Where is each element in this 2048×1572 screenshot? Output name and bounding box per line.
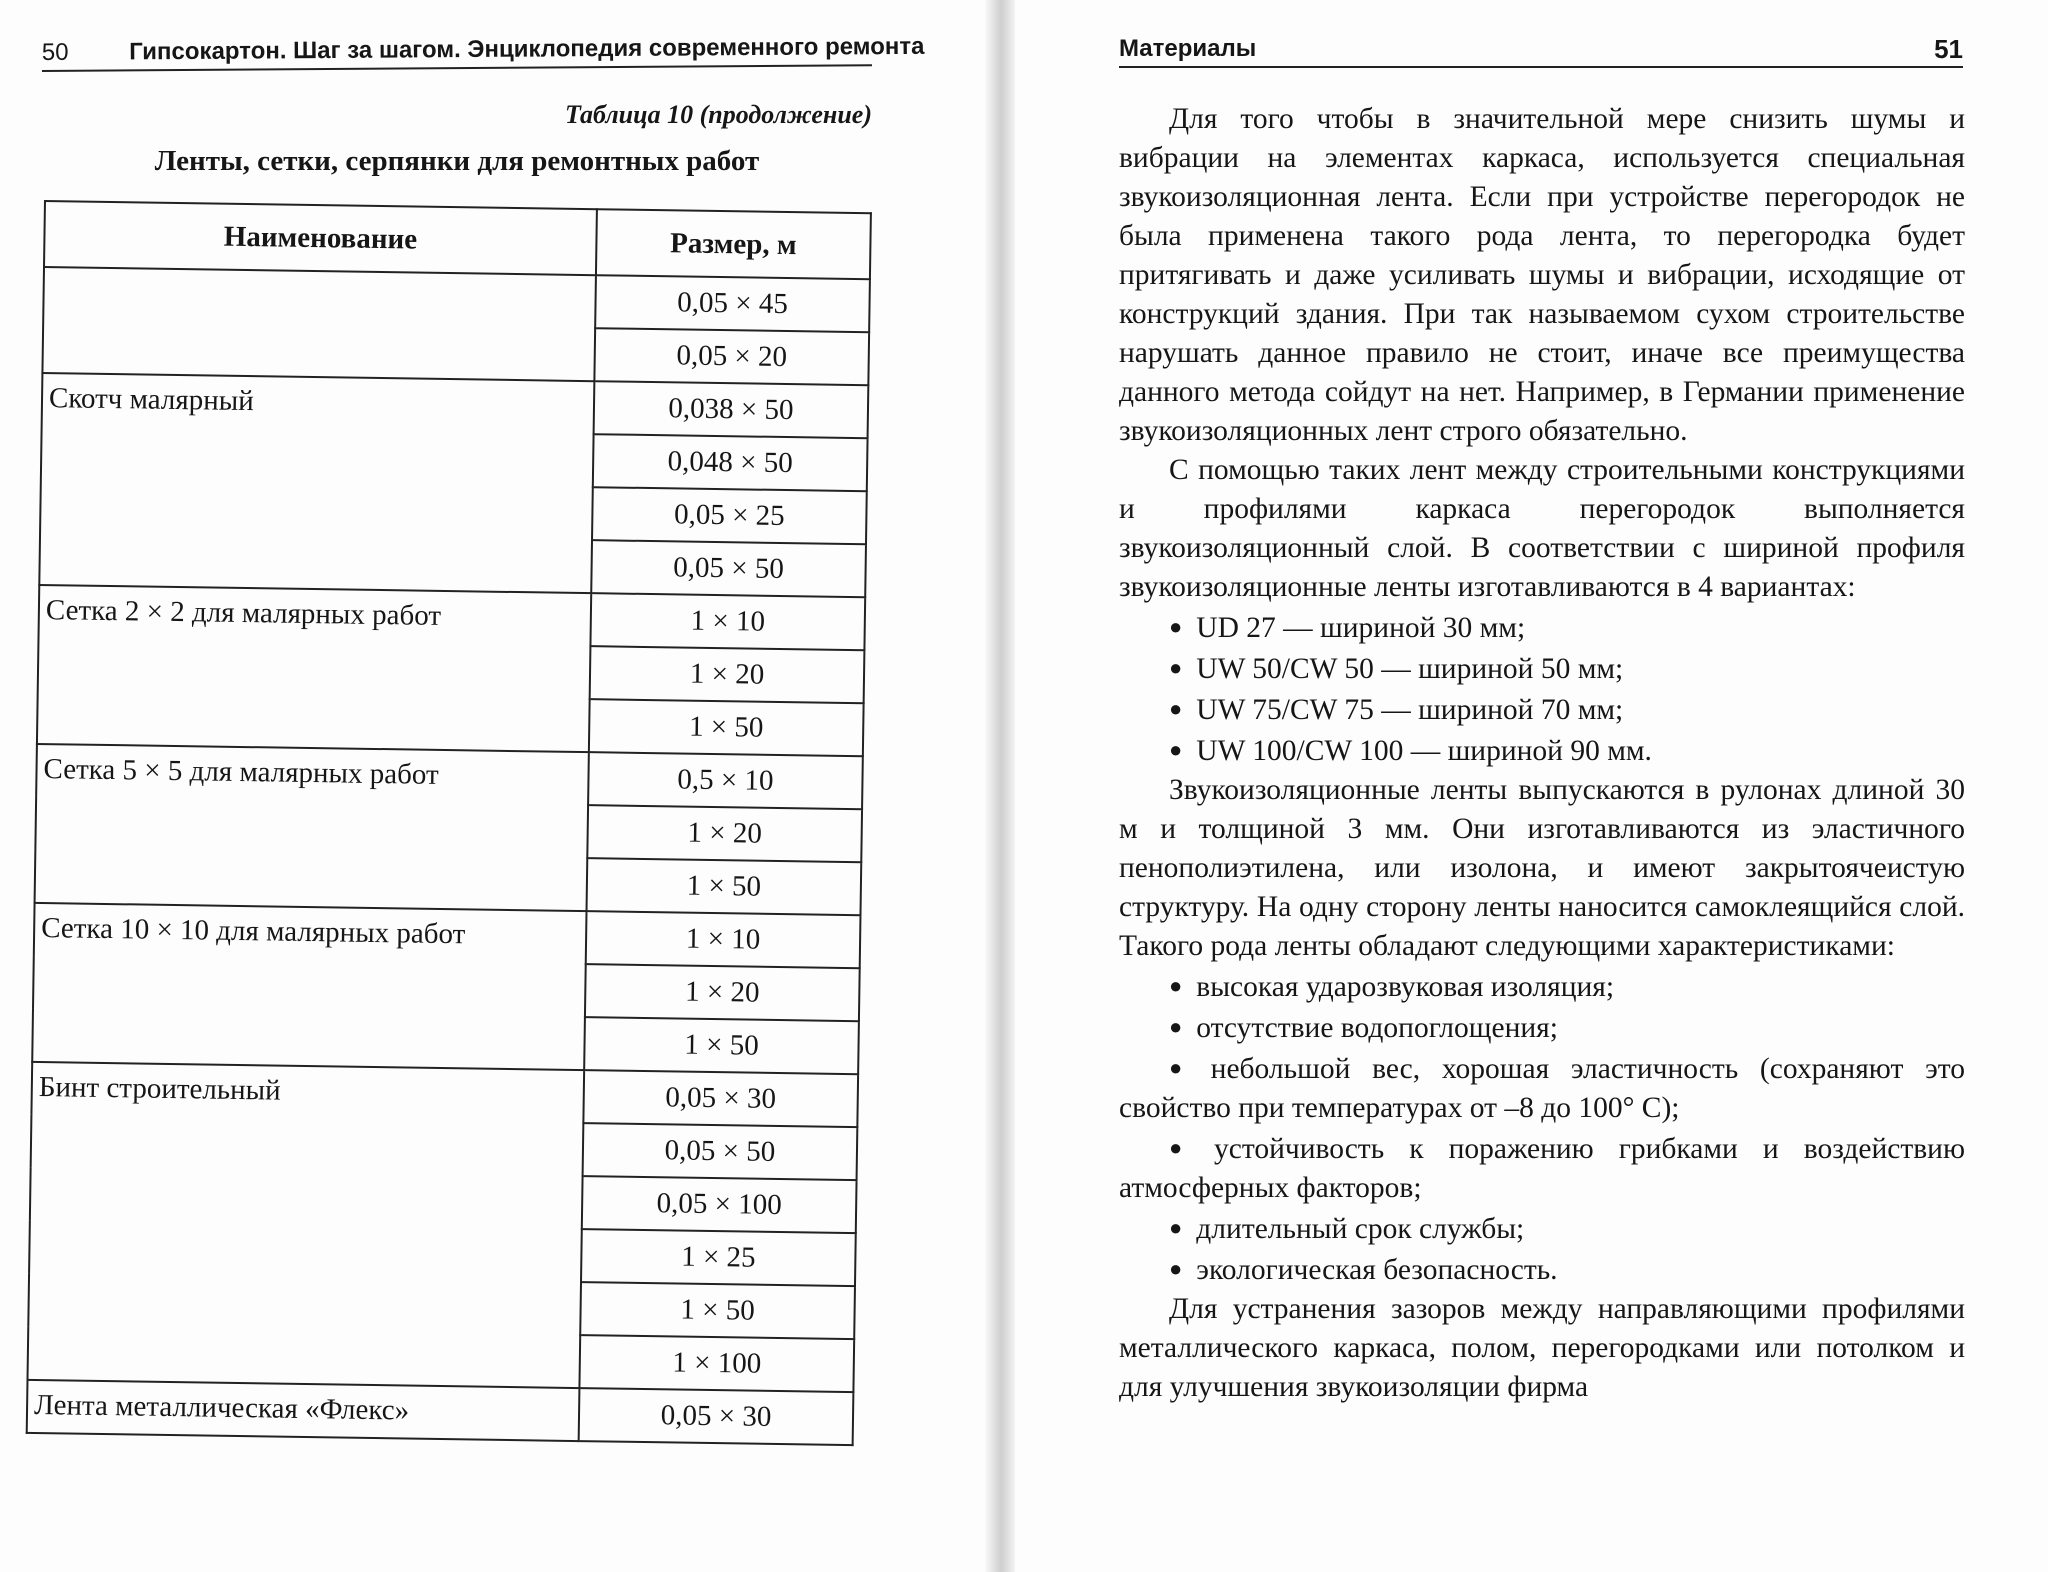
- list-item: [1119, 1249, 1965, 1290]
- list-item: [1119, 689, 1965, 730]
- item-name-cell: Бинт строительный: [27, 1062, 584, 1388]
- bullet-icon: ●: [1169, 655, 1183, 680]
- list-item: [1119, 1007, 1965, 1048]
- item-size-cell: 1 × 50: [580, 1282, 855, 1339]
- item-size-cell: 1 × 50: [587, 858, 862, 915]
- item-name-cell: Сетка 5 × 5 для малярных работ: [35, 744, 589, 911]
- list-item: [1119, 1128, 1965, 1208]
- list-item-text: UW 50/CW 50 — шириной 50 мм;: [1196, 653, 1624, 685]
- book-gutter: [985, 0, 1015, 1572]
- item-size-cell: 1 × 20: [590, 646, 865, 703]
- table-row: [43, 267, 870, 332]
- table-title: Ленты, сетки, серпянки для ремонтных работ: [154, 145, 760, 177]
- table-row: [42, 373, 869, 438]
- item-size-cell: 0,05 × 20: [594, 328, 869, 385]
- tapes-table-wrapper: [26, 200, 889, 1446]
- item-size-cell: 0,05 × 50: [583, 1123, 858, 1180]
- list-item-text: экологическая безопасность.: [1196, 1254, 1558, 1286]
- left-running-head: [41, 30, 925, 72]
- list-item-text: высокая ударозвуковая изоляция;: [1196, 971, 1615, 1003]
- paragraph: Для устранения зазоров между направляющими профилями металлического каркаса, полом, перегородками или потолком и для улучшения звукоизоляции фирма: [1119, 1293, 1965, 1403]
- list-item: [1119, 730, 1965, 771]
- item-size-cell: 0,05 × 45: [595, 275, 870, 332]
- bullet-icon: ●: [1169, 1135, 1200, 1160]
- item-name-cell: [42, 267, 596, 381]
- item-size-cell: 1 × 100: [579, 1335, 854, 1392]
- item-size-cell: 0,05 × 30: [583, 1070, 858, 1127]
- section-title: Материалы: [1119, 35, 1257, 62]
- book-title: Гипсокартон. Шаг за шагом. Энциклопедия современного ремонта: [129, 32, 925, 66]
- bullet-icon: ●: [1169, 1256, 1183, 1281]
- item-size-cell: 1 × 50: [584, 1017, 859, 1074]
- item-size-cell: 1 × 20: [587, 805, 862, 862]
- table-row: [36, 744, 863, 809]
- list-item: [1119, 1208, 1965, 1249]
- item-name-cell: Скотч малярный: [39, 373, 594, 593]
- item-size-cell: 1 × 50: [589, 699, 864, 756]
- item-size-cell: 0,05 × 100: [582, 1176, 857, 1233]
- table-row: [39, 585, 866, 650]
- right-running-head: [1119, 32, 1963, 68]
- bullet-icon: ●: [1169, 737, 1183, 762]
- item-size-cell: 0,038 × 50: [594, 381, 869, 438]
- item-size-cell: 0,5 × 10: [588, 752, 863, 809]
- list-item-text: длительный срок службы;: [1196, 1213, 1525, 1245]
- body-text: [1119, 100, 1965, 1407]
- table-body: [27, 267, 870, 1445]
- list-item-text: небольшой вес, хорошая эластичность (сохраняют это свойство при температурах от –8 до 100° С);: [1119, 1053, 1965, 1124]
- item-size-cell: 0,048 × 50: [593, 434, 868, 491]
- item-name-cell: Лента металлическая «Флекс»: [27, 1380, 580, 1441]
- item-name-cell: Сетка 10 × 10 для малярных работ: [32, 903, 586, 1070]
- list-item: [1119, 648, 1965, 689]
- table-row: [27, 1380, 854, 1445]
- list-item-text: отсутствие водопоглощения;: [1196, 1012, 1558, 1044]
- item-size-cell: 1 × 25: [581, 1229, 856, 1286]
- right-page-number: 51: [1934, 34, 1963, 64]
- list-item-text: UD 27 — шириной 30 мм;: [1196, 612, 1526, 644]
- table-row: [34, 903, 861, 968]
- header-name: Наименование: [44, 201, 597, 275]
- item-size-cell: 0,05 × 25: [592, 487, 867, 544]
- item-size-cell: 1 × 10: [586, 911, 861, 968]
- left-page: [0, 0, 985, 1572]
- profile-variants-list: [1119, 607, 1965, 771]
- bullet-icon: ●: [1169, 973, 1183, 998]
- bullet-icon: ●: [1169, 1215, 1183, 1240]
- paragraph: С помощью таких лент между строительными конструкциями и профилями каркаса перегородок выполняется звукоизоляционный слой. В соответствии с шириной профиля звукоизоляционные ленты изготавливаются в 4 вариантах:: [1119, 454, 1965, 603]
- list-item-text: UW 100/CW 100 — шириной 90 мм.: [1196, 735, 1652, 767]
- table-header-row: [44, 201, 871, 279]
- tapes-table: [26, 200, 872, 1446]
- paragraph: Звукоизоляционные ленты выпускаются в рулонах длиной 30 м и толщиной 3 мм. Они изготавливаются из эластичного пенополиэтилена, или изолона, и имеют закрытоячеистую структуру. На одну сторону ленты наносится самоклеящийся слой. Такого рода ленты обладают следующими характеристиками:: [1119, 774, 1965, 962]
- list-item: [1119, 607, 1965, 648]
- table-row: [31, 1062, 858, 1127]
- bullet-icon: ●: [1169, 614, 1183, 639]
- list-item-text: устойчивость к поражению грибками и воздействию атмосферных факторов;: [1119, 1133, 1965, 1204]
- list-item-text: UW 75/CW 75 — шириной 70 мм;: [1196, 694, 1624, 726]
- bullet-icon: ●: [1169, 696, 1183, 721]
- characteristics-list: [1119, 966, 1965, 1290]
- item-size-cell: 1 × 10: [590, 593, 865, 650]
- table-caption: Таблица 10 (продолжение): [565, 100, 872, 129]
- header-size: Размер, м: [596, 209, 871, 279]
- item-size-cell: 0,05 × 50: [591, 540, 866, 597]
- list-item: [1119, 1048, 1965, 1128]
- paragraph: Для того чтобы в значительной мере снизить шумы и вибрации на элементах каркаса, используется специальная звукоизоляционная лента. Если при устройстве перегородок не была применена такого рода лента, то перегородка будет притягивать и даже усиливать шумы и вибрации, исходящие от конструкций здания. При так называемом сухом строительстве нарушать данное правило не стоит, иначе все преимущества данного метода сойдут на нет. Например, в Германии применение звукоизоляционных лент строго обязательно.: [1119, 103, 1965, 447]
- list-item: [1119, 966, 1965, 1007]
- right-page: [1015, 0, 2048, 1572]
- bullet-icon: ●: [1169, 1055, 1197, 1080]
- left-page-number: 50: [41, 38, 69, 67]
- bullet-icon: ●: [1169, 1014, 1183, 1039]
- item-size-cell: 0,05 × 30: [579, 1388, 854, 1445]
- item-size-cell: 1 × 20: [585, 964, 860, 1021]
- item-name-cell: Сетка 2 × 2 для малярных работ: [37, 585, 591, 752]
